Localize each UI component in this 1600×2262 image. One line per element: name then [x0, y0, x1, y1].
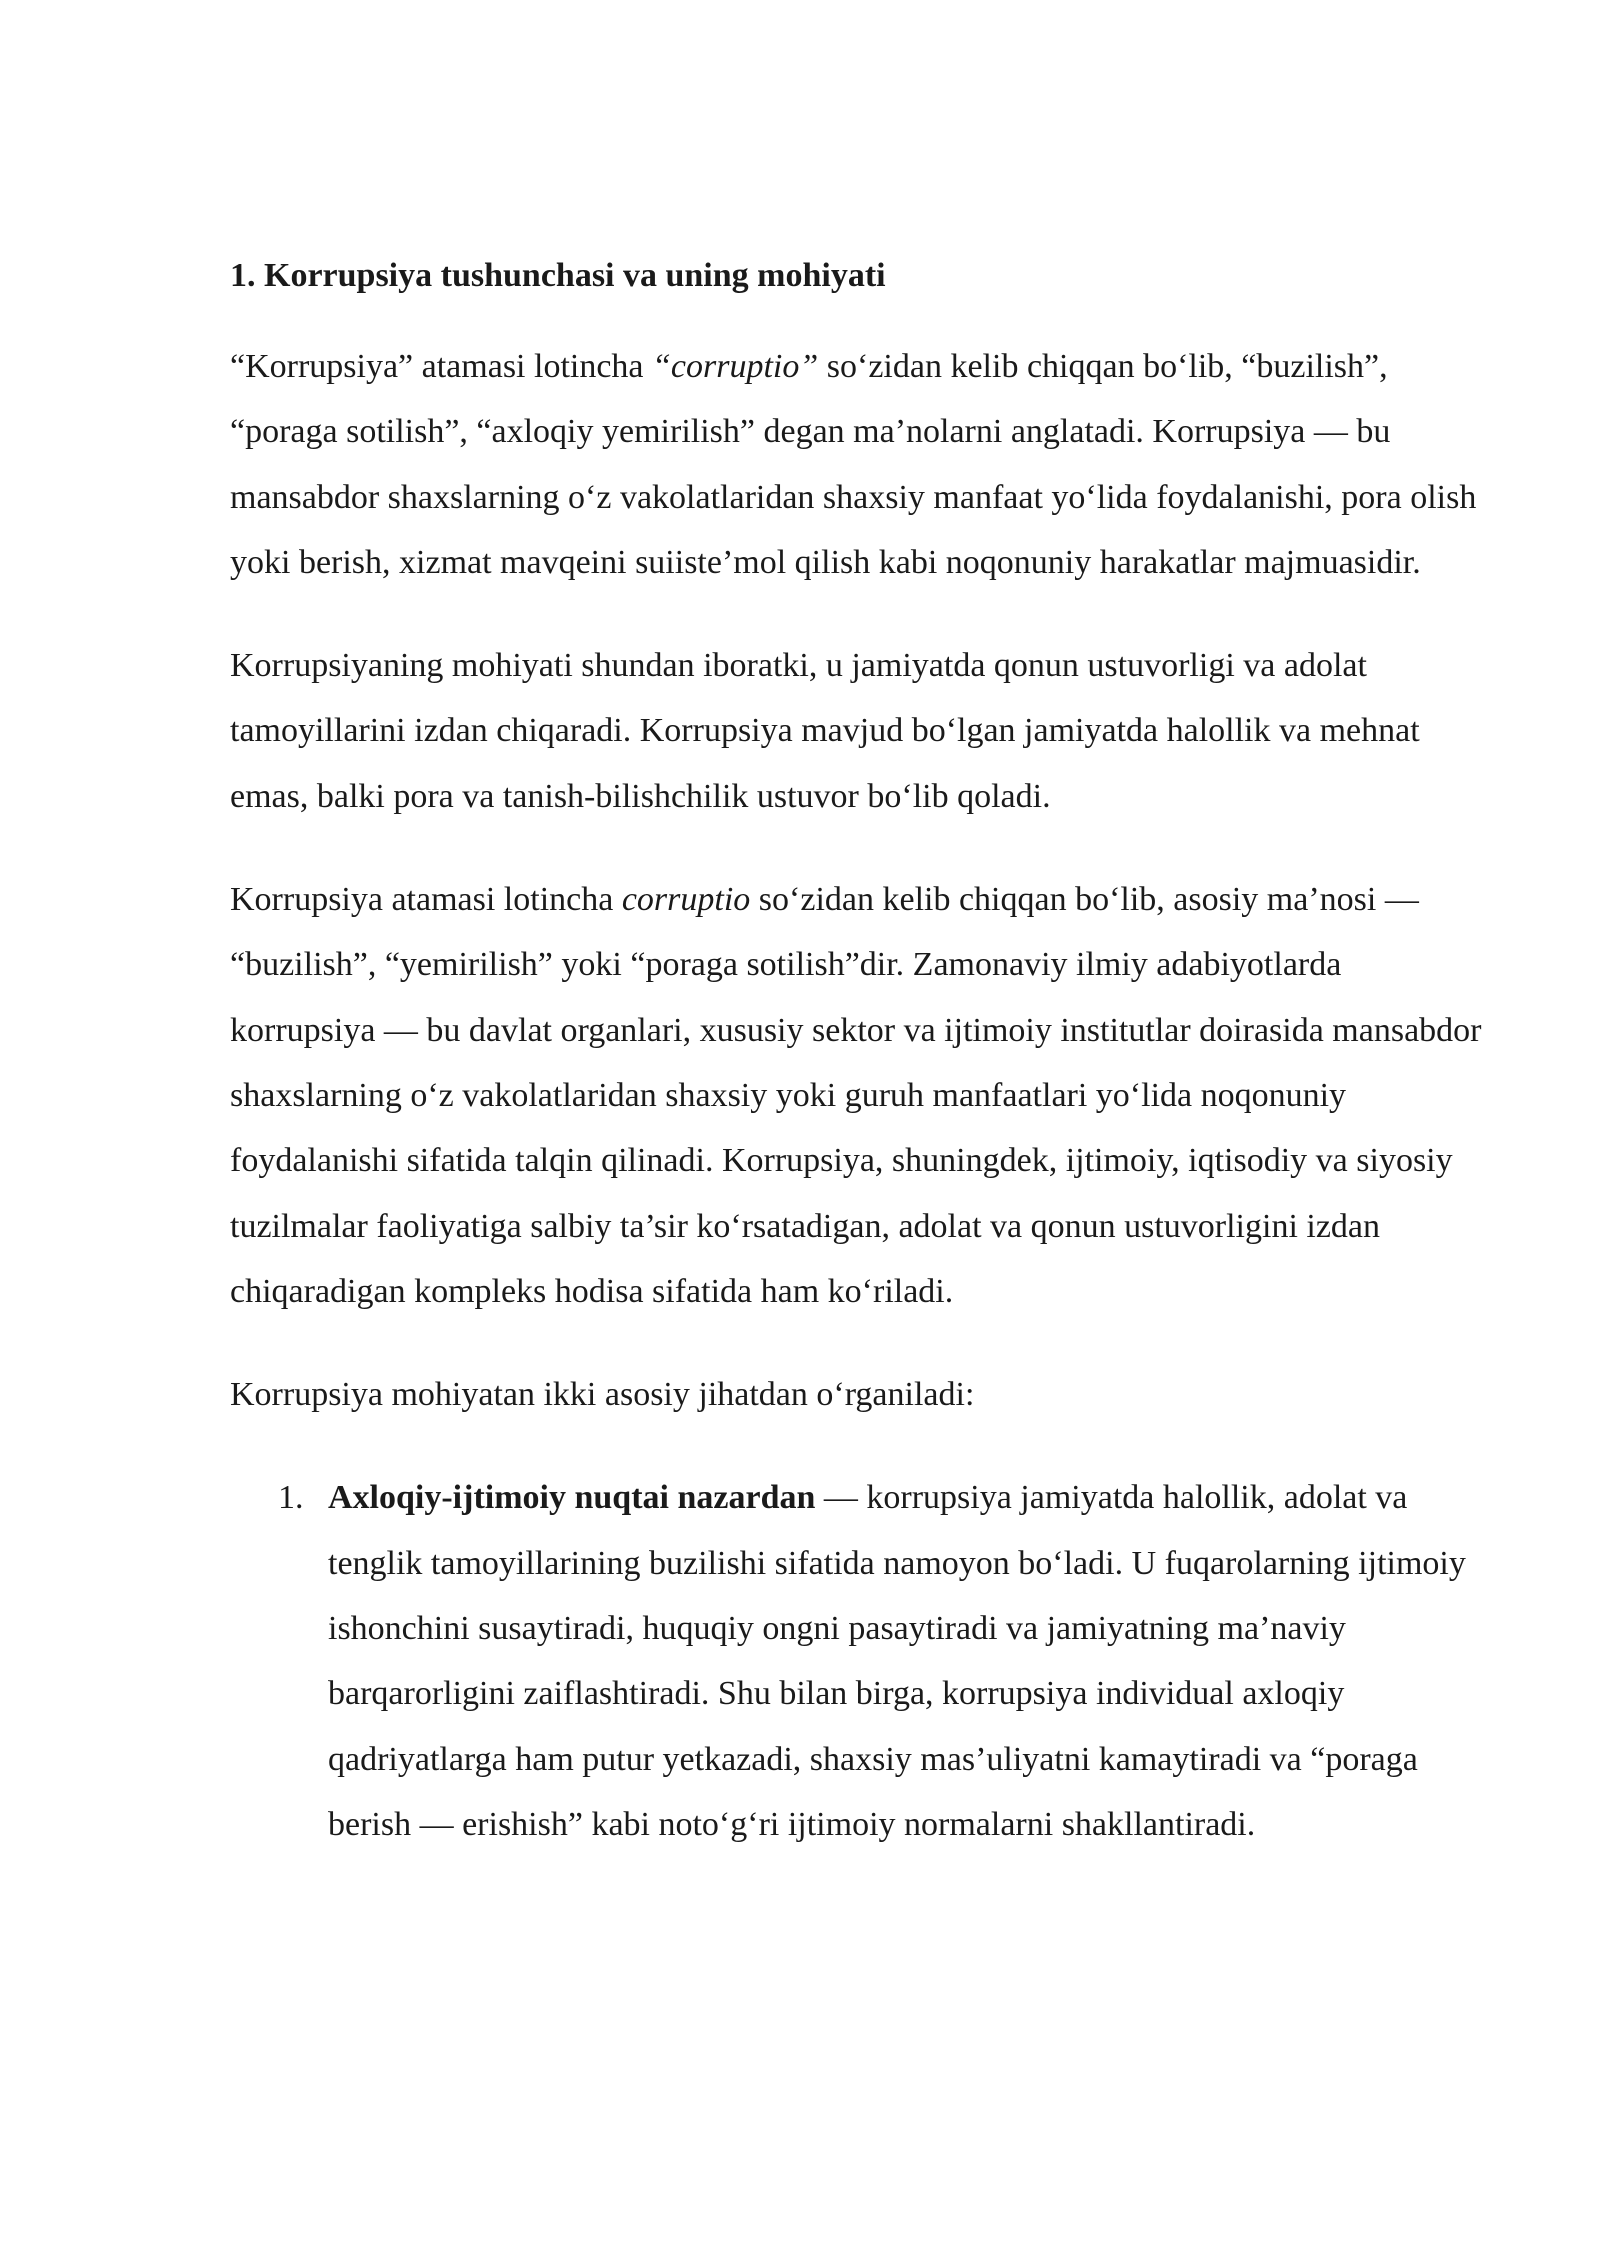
list-item-text: — korrupsiya jamiyatda halollik, adolat va tenglik tamoyillarining buzilishi sifatida namoyon bo‘ladi. U fuqarolarning ijtimoiy ishonchini susaytiradi, huquqiy ongni pasaytiradi va jamiyatning ma’naviy barqarorligini zaiflashtiradi. Shu bilan birga, korrupsiya individual axloqiy qadriyatlarga ham putur yetkazadi, shaxsiy mas’uliyatni kamaytiradi va “poraga berish — erishish” kabi noto‘g‘ri ijtimoiy normalarni shakllantiradi.: [328, 1479, 1466, 1843]
document-page: [230, 252, 1490, 1857]
list-item-number: 1.: [278, 1479, 304, 1517]
paragraph-text: “Korrupsiya” atamasi lotincha: [230, 348, 653, 385]
section-heading: 1. Korrupsiya tushunchasi va uning mohiyati: [230, 257, 886, 294]
list-item-lead: Axloqiy-ijtimoiy nuqtai nazardan: [328, 1479, 816, 1517]
paragraph-text: so‘zidan kelib chiqqan bo‘lib, asosiy ma’nosi — “buzilish”, “yemirilish” yoki “poraga sotilish”dir. Zamonaviy ilmiy adabiyotlarda korrupsiya — bu davlat organlari, xususiy sektor va ijtimoiy institutlar doirasida mansabdor shaxslarning o‘z vakolatlaridan shaxsiy yoki guruh manfaatlari yo‘lida noqonuniy foydalanishi sifatida talqin qilinadi. Korrupsiya, shuningdek, ijtimoiy, iqtisodiy va siyosiy tuzilmalar faoliyatiga salbiy ta’sir ko‘rsatadigan, adolat va qonun ustuvorligini izdan chiqaradigan kompleks hodisa sifatida ham ko‘riladi.: [230, 881, 1482, 1310]
list-item: [230, 1465, 1490, 1857]
paragraph-definition: [230, 334, 1490, 595]
latin-term: “corruptio”: [652, 348, 819, 385]
paragraph-scientific-definition: [230, 867, 1490, 1324]
paragraph-text: so‘zidan kelib chiqqan bo‘lib, “buzilish”, “poraga sotilish”, “axloqiy yemirilish” degan ma’nolarni anglatadi. Korrupsiya — bu mansabdor shaxslarning o‘z vakolatlaridan shaxsiy manfaat yo‘lida foydalanishi, pora olish yoki berish, xizmat mavqeini suiiste’mol qilish kabi noqonuniy harakatlar majmuasidir.: [230, 348, 1477, 581]
aspects-list: [230, 1465, 1490, 1857]
paragraph-text: Korrupsiya atamasi lotincha: [230, 881, 622, 919]
latin-term: corruptio: [621, 881, 751, 919]
paragraph-essence: Korrupsiyaning mohiyati shundan iboratki, u jamiyatda qonun ustuvorligi va adolat tamoyillarini izdan chiqaradi. Korrupsiya mavjud bo‘lgan jamiyatda halollik va mehnat emas, balki pora va tanish-bilishchilik ustuvor bo‘lib qoladi.: [230, 647, 1420, 815]
paragraph-aspects-intro: Korrupsiya mohiyatan ikki asosiy jihatdan o‘rganiladi:: [230, 1376, 975, 1414]
